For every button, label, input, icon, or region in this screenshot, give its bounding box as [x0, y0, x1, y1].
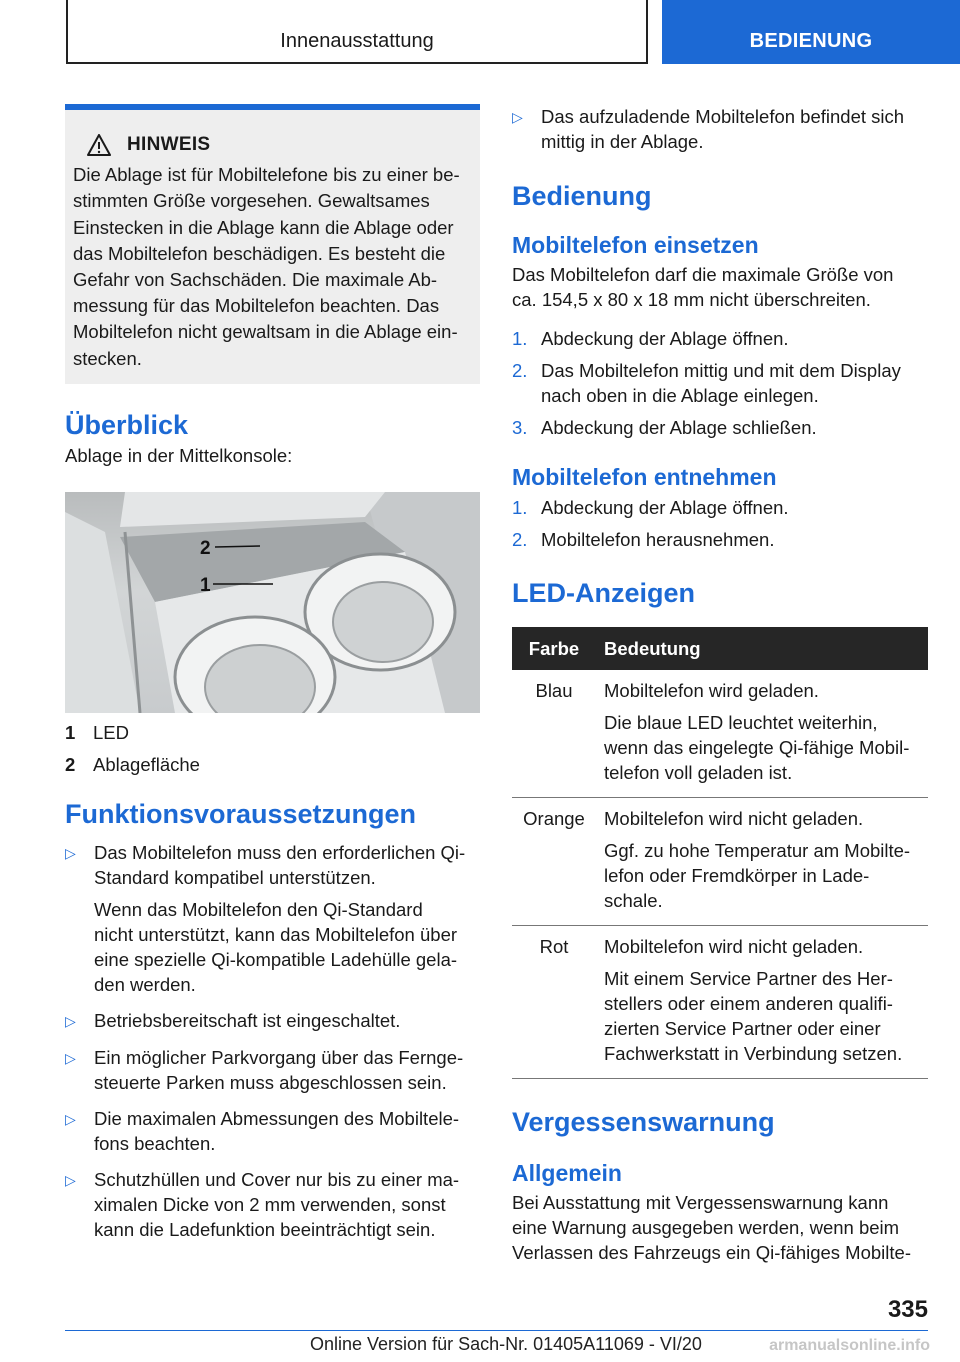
requirement-subtext: [94, 897, 480, 997]
figure-legend: [65, 720, 480, 777]
step-text: Das Mobiltelefon mittig und mit dem Display: [541, 360, 901, 381]
figure-label-1: 1: [200, 575, 211, 596]
notice-text: [73, 162, 472, 372]
step-item: [512, 326, 928, 351]
step-number: 2.: [512, 529, 528, 550]
table-row: [512, 670, 928, 798]
legend-item: [65, 720, 480, 745]
requirement-sub-line: eine spezielle Qi-kompatible Ladehülle gela-: [94, 949, 458, 970]
requirement-sub-line: nicht unterstützt, kann das Mobiltelefon über: [94, 924, 458, 945]
step-item: [512, 495, 928, 520]
overview-caption: Ablage in der Mittelkonsole:: [65, 445, 293, 466]
requirement-item: [65, 1167, 480, 1242]
watermark: armanualsonline.info: [769, 1337, 930, 1354]
notice-line: Einstecken in die Ablage kann die Ablage oder: [73, 216, 454, 238]
led-detail-line: zierten Service Partner oder einer: [604, 1018, 881, 1039]
insert-text: [512, 262, 928, 312]
triangle-bullet-icon: ▷: [65, 1013, 76, 1029]
step-item: [512, 527, 928, 552]
notice-line: stimmten Größe vorgesehen. Gewaltsames: [73, 190, 430, 212]
legend-label: LED: [93, 722, 129, 743]
triangle-bullet-icon: ▷: [512, 109, 523, 125]
requirement-line: Standard kompatibel unterstützen.: [94, 867, 376, 888]
footer-online-version: Online Version für Sach-Nr. 01405A11069 - VI/20: [310, 1334, 702, 1354]
insert-text-line: ca. 154,5 x 80 x 18 mm nicht überschreiten.: [512, 289, 871, 310]
notice-box: [65, 104, 480, 384]
header-chapter-tab[interactable]: BEDIENUNG: [662, 0, 960, 64]
triangle-bullet-icon: ▷: [65, 845, 76, 861]
led-detail-line: Ggf. zu hohe Temperatur am Mobilte-: [604, 840, 911, 861]
step-number: 2.: [512, 360, 528, 381]
left-column: [65, 104, 480, 1242]
requirements-list: [65, 840, 480, 1242]
requirement-line: Das Mobiltelefon muss den erforderlichen Qi-: [94, 842, 466, 863]
right-column: [512, 104, 928, 1265]
reminder-text: [512, 1190, 928, 1265]
reminder-text-line: eine Warnung ausgegeben werden, wenn beim: [512, 1217, 900, 1238]
step-item: [512, 415, 928, 440]
triangle-bullet-icon: ▷: [65, 1172, 76, 1188]
notice-line: Gefahr von Sachschäden. Die maximale Ab-: [73, 269, 438, 291]
remove-steps: [512, 495, 928, 552]
led-color-cell: Orange: [512, 798, 596, 926]
step-number: 3.: [512, 417, 528, 438]
notice-title: [87, 132, 472, 158]
step-text: Abdeckung der Ablage schließen.: [541, 417, 817, 438]
notice-line: messung für das Mobiltelefon beachten. Das: [73, 295, 440, 317]
operation-heading: Bedienung: [512, 181, 652, 211]
legend-label: Ablagefläche: [93, 754, 200, 775]
led-heading: LED-Anzeigen: [512, 578, 696, 608]
step-text: nach oben in die Ablage einlegen.: [541, 385, 819, 406]
led-meaning-detail: [604, 838, 920, 913]
led-table: [512, 627, 928, 1079]
reminder-heading: Vergessenswarnung: [512, 1107, 775, 1137]
step-item: [512, 358, 928, 408]
header-section-title: Innenausstattung: [66, 0, 648, 64]
led-meaning-cell: [596, 798, 928, 926]
led-meaning-detail: [604, 710, 920, 785]
requirement-line: kann die Ladefunktion beeinträchtigt sein.: [94, 1219, 436, 1240]
requirement-item-continued: [512, 104, 928, 154]
led-detail-line: telefon voll geladen ist.: [604, 762, 793, 783]
requirement-line: Schutzhüllen und Cover nur bis zu einer ma-: [94, 1169, 460, 1190]
table-row: [512, 798, 928, 926]
triangle-bullet-icon: ▷: [65, 1050, 76, 1066]
led-meaning-detail: [604, 966, 920, 1066]
led-meaning-main: Mobiltelefon wird nicht geladen.: [604, 808, 864, 829]
led-detail-line: Mit einem Service Partner des Her-: [604, 968, 893, 989]
requirement-line: ximalen Dicke von 2 mm verwenden, sonst: [94, 1194, 446, 1215]
requirement-item: [65, 840, 480, 997]
legend-number: 2: [65, 754, 76, 775]
step-text: Abdeckung der Ablage öffnen.: [541, 497, 789, 518]
requirement-line: Ein möglicher Parkvorgang über das Fernge-: [94, 1047, 464, 1068]
requirement-line: mittig in der Ablage.: [541, 131, 704, 152]
requirement-line: Die maximalen Abmessungen des Mobiltele-: [94, 1108, 460, 1129]
requirements-heading: Funktionsvoraussetzungen: [65, 799, 417, 829]
step-number: 1.: [512, 497, 528, 518]
requirement-item: [65, 1008, 480, 1034]
requirement-item: [65, 1045, 480, 1095]
reminder-text-line: Bei Ausstattung mit Vergessenswarnung kann: [512, 1192, 889, 1213]
notice-line: stecken.: [73, 347, 142, 369]
column-header-color: Farbe: [512, 627, 596, 670]
led-meaning-cell: [596, 926, 928, 1079]
warning-icon: [87, 134, 111, 156]
requirement-line: steuerte Parken muss abgeschlossen sein.: [94, 1072, 447, 1093]
led-detail-line: stellers oder einem anderen qualifi-: [604, 993, 893, 1014]
step-text: Abdeckung der Ablage öffnen.: [541, 328, 789, 349]
legend-item: [65, 752, 480, 777]
step-number: 1.: [512, 328, 528, 349]
led-detail-line: Die blaue LED leuchtet weiterhin,: [604, 712, 878, 733]
step-text: Mobiltelefon herausnehmen.: [541, 529, 775, 550]
remove-heading: Mobiltelefon entnehmen: [512, 464, 777, 490]
figure-label-2: 2: [200, 538, 211, 559]
led-color-cell: Rot: [512, 926, 596, 1079]
led-meaning-main: Mobiltelefon wird geladen.: [604, 680, 819, 701]
notice-title-text: HINWEIS: [127, 134, 211, 155]
requirement-sub-line: Wenn das Mobiltelefon den Qi-Standard: [94, 899, 423, 920]
notice-line: das Mobiltelefon beschädigen. Es besteht die: [73, 242, 446, 264]
led-detail-line: schale.: [604, 890, 663, 911]
center-console-figure: [65, 492, 480, 713]
footer-divider: [65, 1330, 928, 1331]
led-detail-line: Fachwerkstatt in Verbindung setzen.: [604, 1043, 903, 1064]
center-console-illustration: [65, 492, 480, 713]
insert-text-line: Das Mobiltelefon darf die maximale Größe von: [512, 264, 894, 285]
overview-heading: Überblick: [65, 410, 189, 440]
notice-line: Die Ablage ist für Mobiltelefone bis zu einer be-: [73, 164, 460, 186]
led-table-header-row: [512, 627, 928, 670]
reminder-subheading: Allgemein: [512, 1160, 622, 1186]
requirement-line: Das aufzuladende Mobiltelefon befindet sich: [541, 106, 905, 127]
requirement-item: [65, 1106, 480, 1156]
triangle-bullet-icon: ▷: [65, 1111, 76, 1127]
reminder-text-line: Verlassen des Fahrzeugs ein Qi-fähiges Mobilte-: [512, 1242, 911, 1263]
requirement-line: fons beachten.: [94, 1133, 216, 1154]
column-header-meaning: Bedeutung: [596, 627, 928, 670]
insert-steps: [512, 326, 928, 440]
led-meaning-main: Mobiltelefon wird nicht geladen.: [604, 936, 864, 957]
page-number: 335: [887, 1296, 928, 1323]
table-row: [512, 926, 928, 1079]
insert-heading: Mobiltelefon einsetzen: [512, 232, 759, 258]
led-color-cell: Blau: [512, 670, 596, 798]
led-meaning-cell: [596, 670, 928, 798]
led-detail-line: wenn das eingelegte Qi-fähige Mobil-: [604, 737, 910, 758]
requirement-line: Betriebsbereitschaft ist eingeschaltet.: [94, 1010, 401, 1031]
requirement-sub-line: den werden.: [94, 974, 196, 995]
notice-line: Mobiltelefon nicht gewaltsam in die Ablage ein-: [73, 321, 458, 343]
legend-number: 1: [65, 722, 76, 743]
led-detail-line: lefon oder Fremdkörper in Lade-: [604, 865, 870, 886]
